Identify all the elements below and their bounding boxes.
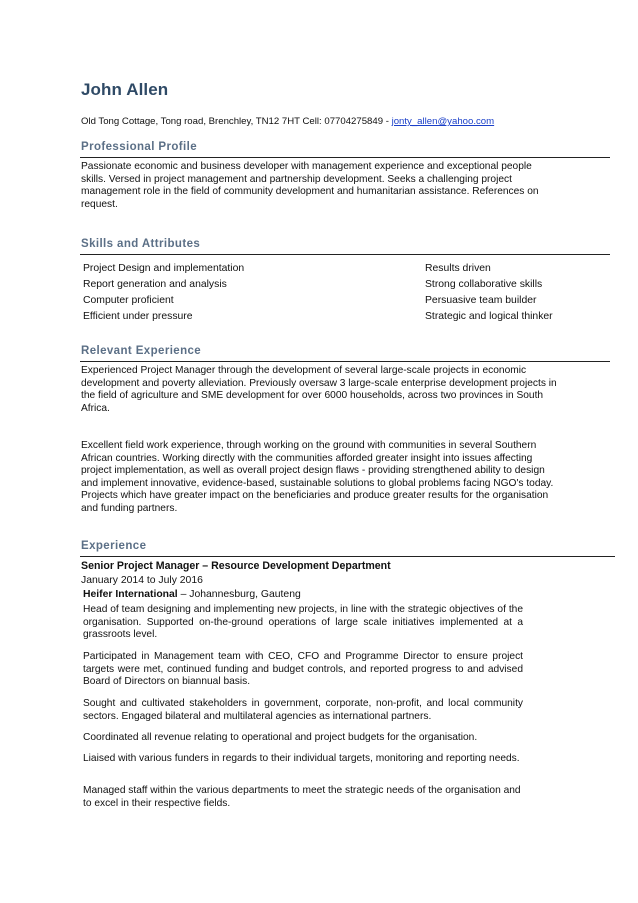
skill-item: Computer proficient [83,295,174,306]
job-organisation [83,589,301,600]
organisation-separator: – [177,589,190,600]
skill-item: Strategic and logical thinker [425,311,553,322]
skill-item: Strong collaborative skills [425,279,543,290]
profile-text: Passionate economic and business developer with management experience and exceptional people skills. Versed in project management and partnership development. Seeks a challenging project management role in the field of community development and humanitarian assistance. References on request. [81,161,539,210]
contact-line [81,116,494,127]
section-divider [80,556,615,557]
relevant-paragraph-1: Experienced Project Manager through the development of several large-scale projects in economic development and poverty alleviation. Previously oversaw 3 large-scale enterprise development projects in the field of agriculture and SME development for over 6000 households, across two provinces in South Africa. [81,365,557,414]
skill-item: Project Design and implementation [83,263,245,274]
organisation-name: Heifer International [83,589,178,600]
section-title-experience: Experience [81,540,147,552]
skill-item: Efficient under pressure [83,311,193,322]
contact-text: Old Tong Cottage, Tong road, Brenchley, TN12 7HT Cell: 07704275849 - [81,116,392,127]
job-dates: January 2014 to July 2016 [81,575,203,586]
section-divider [80,157,610,158]
relevant-paragraph-2: Excellent field work experience, through working on the ground with communities in several Southern African countries. Working directly with the communities afforded greater insight into issues affecting project implementation, as well as overall project design flaws - providing strengthened ability to design and implement innovative, evidence-based, sustainable solutions to global problems facing NGO's today. Projects which have greater impact on the beneficiaries and produce greater results for the organisation and funding partners. [81,440,554,514]
candidate-name: John Allen [81,80,169,99]
job-title: Senior Project Manager – Resource Development Department [81,560,391,572]
email-link[interactable]: jonty_allen@yahoo.com [391,116,495,127]
organisation-location: Johannesburg, Gauteng [189,589,301,600]
section-title-profile: Professional Profile [81,141,198,153]
job-duty: Managed staff within the various departments to meet the strategic needs of the organisation and to excel in their respective fields. [83,785,521,809]
skill-item: Persuasive team builder [425,295,537,306]
skill-item: Report generation and analysis [83,279,227,290]
section-divider [80,254,610,255]
skill-item: Results driven [425,263,491,274]
job-duty: Head of team designing and implementing new projects, in line with the strategic objectives of the organisation. Supported on-the-ground operations of large scale initiatives implemented at a grassroots level. [83,604,523,641]
job-duty: Participated in Management team with CEO, CFO and Programme Director to ensure project targets were met, continued funding and budget controls, and reported progress to and advised Board of Directors on biannual basis. [83,651,523,688]
section-title-relevant: Relevant Experience [81,345,202,357]
section-title-skills: Skills and Attributes [81,238,201,250]
job-duty: Coordinated all revenue relating to operational and project budgets for the organisation. [83,732,478,743]
section-divider [80,361,610,362]
job-duty: Sought and cultivated stakeholders in government, corporate, non-profit, and local community sectors. Engaged bilateral and multilateral agencies as international partners. [83,698,523,722]
job-duty: Liaised with various funders in regards to their individual targets, monitoring and reporting needs. [83,753,520,764]
